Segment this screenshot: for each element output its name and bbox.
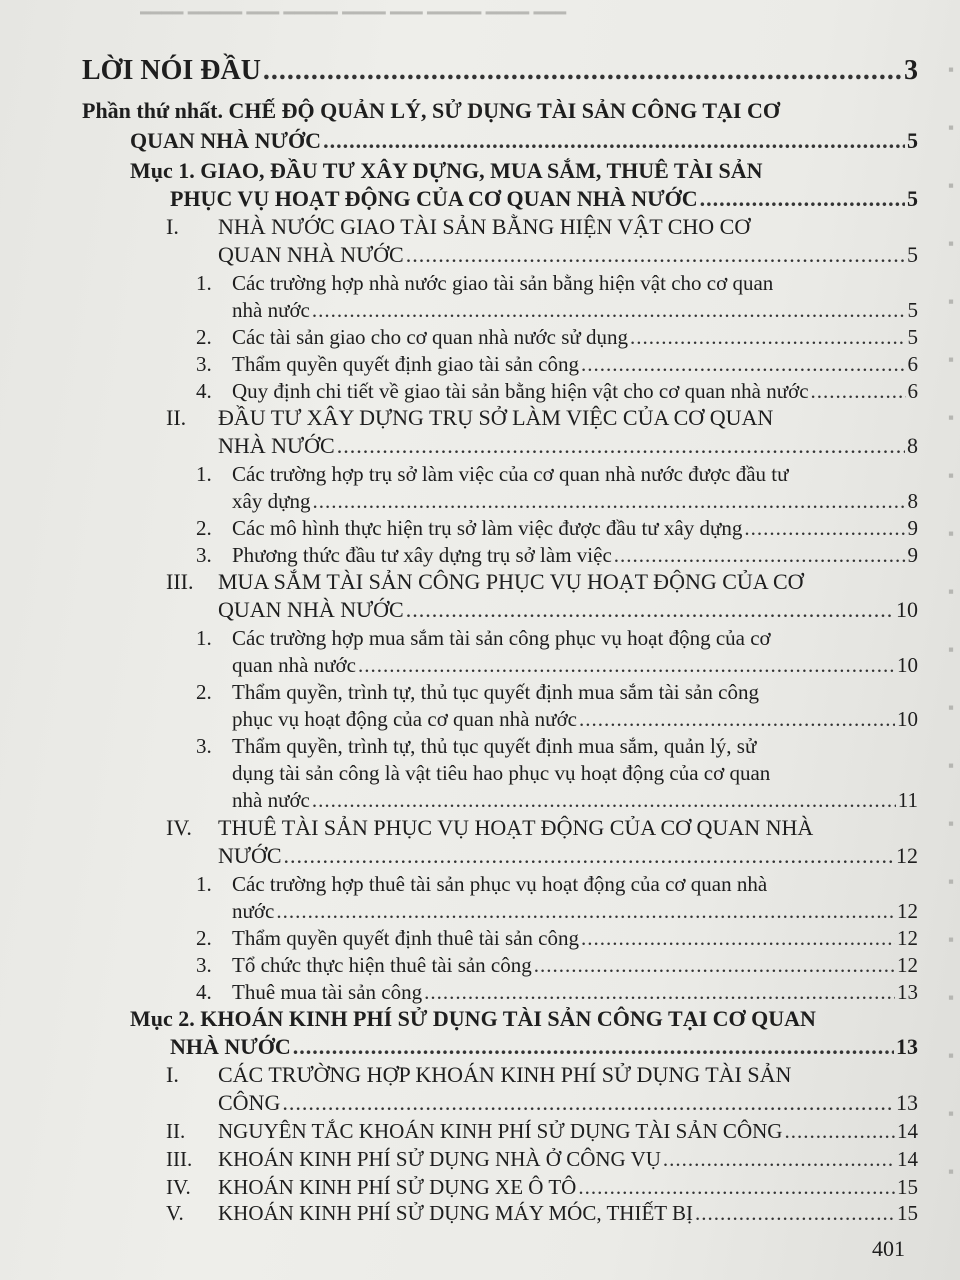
toc-entry-number: 1. [196,626,212,650]
dot-leader [312,787,896,813]
bleed-mark: ▪ [947,814,954,833]
toc-entry-title: CÔNG [218,1090,281,1115]
toc-entry-number: 2. [196,680,212,704]
toc-entry-title: phục vụ hoạt động của cơ quan nhà nước [232,707,577,731]
toc-entry[interactable] [232,270,773,296]
toc-entry[interactable] [218,1146,918,1172]
toc-entry-number: 3. [196,953,212,977]
toc-entry[interactable] [232,515,918,541]
toc-page-number: 6 [907,379,918,403]
toc-entry-title: NGUYÊN TẮC KHOÁN KINH PHÍ SỬ DỤNG TÀI SẢN CÔNG [218,1119,783,1143]
dot-leader [263,58,902,84]
toc-entry-number: 2. [196,516,212,540]
dot-leader [578,1174,895,1200]
toc-entry-number: 3. [196,734,212,758]
bleed-mark: ▪ [947,176,954,195]
dot-leader [695,1200,895,1226]
toc-page-number: 14 [897,1147,918,1171]
dot-leader [784,1118,895,1144]
dot-leader [579,706,895,732]
toc-entry-title: Phương thức đầu tư xây dựng trụ sở làm việc [232,543,612,567]
toc-entry-number: III. [166,1147,193,1171]
bleed-mark: ▪ [947,1046,954,1065]
toc-entry[interactable] [218,1062,791,1088]
toc-entry-number: 4. [196,379,212,403]
toc-entry-title: PHỤC VỤ HOẠT ĐỘNG CỦA CƠ QUAN NHÀ NƯỚC [170,186,698,211]
dot-leader [406,597,894,623]
toc-entry-number: II. [166,1119,186,1143]
bleed-mark: ▪ [947,1162,954,1181]
toc-entry-number: IV. [166,815,192,840]
bleed-mark: ▪ [947,408,954,427]
bleed-mark: ▪ [947,988,954,1007]
bleed-mark: ▪ [947,640,954,659]
dot-leader [276,898,895,924]
dot-leader [744,515,905,541]
toc-page-number: 10 [896,597,918,622]
toc-entry[interactable] [232,461,789,487]
toc-entry-title: quan nhà nước [232,653,356,677]
toc-page-number: 12 [897,899,918,923]
toc-entry[interactable] [232,898,918,924]
toc-page-number: 14 [897,1119,918,1143]
toc-page-number: 11 [897,788,918,812]
bleed-mark: ▪ [947,1104,954,1123]
dot-leader [630,324,905,350]
toc-entry[interactable] [232,679,759,705]
toc-entry-title: QUAN NHÀ NƯỚC [218,242,404,267]
toc-page-number: 5 [907,186,918,211]
toc-entry[interactable] [232,706,918,732]
toc-entry[interactable] [232,952,918,978]
toc-page-number: 6 [907,352,918,376]
toc-entry-number: 4. [196,980,212,1004]
toc-page-number: 13 [897,980,918,1004]
toc-page-number: 5 [907,128,918,153]
toc-entry[interactable] [218,1090,918,1116]
toc-entry[interactable] [232,351,918,377]
toc-entry-number: III. [166,569,194,594]
dot-leader [424,979,895,1005]
bleed-mark: ▪ [947,930,954,949]
dot-leader [323,128,905,154]
toc-entry-title: Quy định chi tiết về giao tài sản bằng hiện vật cho cơ quan nhà nước [232,379,809,403]
dot-leader [358,652,895,678]
dot-leader [406,242,905,268]
bleed-mark: ▪ [947,756,954,775]
toc-page-number: 12 [897,926,918,950]
toc-entry-title: dụng tài sản công là vật tiêu hao phục vụ hoạt động của cơ quan [232,761,771,785]
dot-leader [293,1034,894,1060]
toc-entry-title: Mục 2. KHOÁN KINH PHÍ SỬ DỤNG TÀI SẢN CÔNG TẠI CƠ QUAN [130,1006,816,1031]
toc-entry-number: I. [166,1062,179,1087]
bleed-mark: ▪ [947,466,954,485]
bleed-mark: ▪ [947,350,954,369]
toc-entry-title: Các tài sản giao cho cơ quan nhà nước sử dụng [232,325,629,349]
bleed-mark: ▪ [947,292,954,311]
toc-entry-title: Các trường hợp mua sắm tài sản công phục vụ hoạt động của cơ [232,626,771,650]
toc-entry-title: Các trường hợp nhà nước giao tài sản bằng hiện vật cho cơ quan [232,271,774,295]
toc-entry[interactable] [232,488,918,514]
toc-entry[interactable] [218,1174,918,1200]
bleed-mark: ▪ [947,234,954,253]
toc-entry-number: 3. [196,352,212,376]
toc-entry[interactable] [232,760,770,786]
toc-entry[interactable] [218,1118,918,1144]
dot-leader [534,952,895,978]
toc-entry[interactable] [170,1034,918,1060]
bleed-through-text: ━━━━ ━━━━━ ━━━ ━━━━━ ━━━━ ━━━ ━━━━━ ━━━━ ━━━ [140,4,567,23]
toc-entry-number: IV. [166,1175,191,1199]
toc-entry-title: NHÀ NƯỚC GIAO TÀI SẢN BẰNG HIỆN VẬT CHO CƠ [218,214,751,239]
toc-page-number: 8 [907,433,918,458]
toc-entry[interactable] [218,214,750,240]
toc-entry-title: KHOÁN KINH PHÍ SỬ DỤNG XE Ô TÔ [218,1175,577,1199]
toc-entry-title: QUAN NHÀ NƯỚC [218,597,404,622]
toc-page-number: 9 [907,516,918,540]
toc-entry[interactable] [82,55,918,86]
toc-entry-title: nước [232,899,275,923]
toc-entry-number: 2. [196,325,212,349]
toc-page-number: 5 [907,242,918,267]
dot-leader [282,1090,894,1116]
toc-entry[interactable] [218,433,918,459]
toc-entry[interactable] [232,787,918,813]
toc-entry[interactable] [130,158,763,184]
dot-leader [811,378,906,404]
toc-entry[interactable] [232,871,767,897]
toc-entry-title: CÁC TRƯỜNG HỢP KHOÁN KINH PHÍ SỬ DỤNG TÀI SẢN [218,1062,792,1087]
toc-entry-title: Thẩm quyền quyết định giao tài sản công [232,352,580,376]
toc-page-number: 5 [907,325,918,349]
toc-entry[interactable] [218,405,773,431]
toc-entry-title: KHOÁN KINH PHÍ SỬ DỤNG MÁY MÓC, THIẾT BỊ [218,1201,693,1225]
toc-entry[interactable] [218,242,918,268]
toc-entry[interactable] [232,979,918,1005]
toc-page-number: 5 [907,298,918,322]
toc-entry-title: Các trường hợp thuê tài sản phục vụ hoạt động của cơ quan nhà [232,872,768,896]
toc-page-number: 9 [907,543,918,567]
toc-entry[interactable] [218,843,918,869]
bleed-mark: ▪ [947,118,954,137]
page-number: 401 [872,1236,905,1261]
toc-entry[interactable] [232,625,771,651]
toc-entry-number: 1. [196,872,212,896]
toc-entry-title: Thẩm quyền, trình tự, thủ tục quyết định mua sắm tài sản công [232,680,759,704]
dot-leader [581,351,905,377]
toc-entry[interactable] [218,569,804,595]
bleed-mark: ▪ [947,698,954,717]
toc-entry-title: NHÀ NƯỚC [170,1034,291,1059]
toc-page-number: 12 [897,953,918,977]
toc-page-number: 8 [907,489,918,513]
toc-entry-title: Thẩm quyền quyết định thuê tài sản công [232,926,580,950]
toc-entry[interactable] [130,128,918,154]
dot-leader [337,433,905,459]
bleed-mark: ▪ [947,524,954,543]
dot-leader [284,843,894,869]
toc-entry[interactable] [218,597,918,623]
toc-entry-title: MUA SẮM TÀI SẢN CÔNG PHỤC VỤ HOẠT ĐỘNG CỦA CƠ [218,569,804,594]
toc-entry[interactable] [232,378,918,404]
bleed-mark: ▪ [947,582,954,601]
dot-leader [581,925,895,951]
toc-entry-number: 1. [196,462,212,486]
toc-entry-title: Các mô hình thực hiện trụ sở làm việc được đầu tư xây dựng [232,516,743,540]
toc-entry-title: nhà nước [232,788,310,812]
toc-entry-title: NHÀ NƯỚC [218,433,335,458]
toc-entry-title: Thuê mua tài sản công [232,980,423,1004]
bleed-mark: ▪ [947,60,954,79]
toc-entry[interactable] [170,186,918,212]
toc-entry-number: V. [166,1201,184,1225]
toc-page-number: 12 [896,843,918,868]
toc-entry-title: LỜI NÓI ĐẦU [82,55,261,86]
toc-entry[interactable] [218,815,813,841]
toc-entry-number: 2. [196,926,212,950]
dot-leader [700,186,905,212]
dot-leader [614,542,906,568]
toc-entry-title: THUÊ TÀI SẢN PHỤC VỤ HOẠT ĐỘNG CỦA CƠ QUAN NHÀ [218,815,814,840]
toc-page-number: 3 [904,55,918,86]
bleed-mark: ▪ [947,872,954,891]
toc-entry-title: ĐẦU TƯ XÂY DỰNG TRỤ SỞ LÀM VIỆC CỦA CƠ QUAN [218,405,774,430]
toc-entry-title: Tổ chức thực hiện thuê tài sản công [232,953,532,977]
toc-entry-title: Thẩm quyền, trình tự, thủ tục quyết định mua sắm, quản lý, sử [232,734,757,758]
toc-page-number: 13 [896,1034,918,1059]
toc-entry[interactable] [232,324,918,350]
toc-entry-title: Mục 1. GIAO, ĐẦU TƯ XÂY DỰNG, MUA SẮM, THUÊ TÀI SẢN [130,158,763,183]
toc-entry[interactable] [232,925,918,951]
toc-entry[interactable] [82,98,780,124]
toc-entry-title: KHOÁN KINH PHÍ SỬ DỤNG NHÀ Ở CÔNG VỤ [218,1147,661,1171]
dot-leader [312,488,905,514]
toc-page-number: 13 [896,1090,918,1115]
toc-entry[interactable] [232,297,918,323]
toc-entry-number: 3. [196,543,212,567]
toc-entry[interactable] [232,733,756,759]
toc-page-number: 15 [897,1175,918,1199]
toc-entry[interactable] [232,542,918,568]
toc-entry-title: Các trường hợp trụ sở làm việc của cơ quan nhà nước được đầu tư [232,462,789,486]
toc-page-number: 10 [897,653,918,677]
toc-entry-title: Phần thứ nhất. CHẾ ĐỘ QUẢN LÝ, SỬ DỤNG TÀI SẢN CÔNG TẠI CƠ [82,98,780,123]
toc-page-number: 10 [897,707,918,731]
toc-entry[interactable] [232,652,918,678]
toc-entry[interactable] [130,1006,816,1032]
dot-leader [312,297,906,323]
toc-entry-title: NƯỚC [218,843,282,868]
toc-entry-number: 1. [196,271,212,295]
dot-leader [663,1146,895,1172]
toc-page-number: 15 [897,1201,918,1225]
toc-entry-number: I. [166,214,179,239]
toc-entry-number: II. [166,405,187,430]
toc-entry-title: nhà nước [232,298,310,322]
toc-entry[interactable] [218,1200,918,1226]
toc-entry-title: QUAN NHÀ NƯỚC [130,128,322,153]
toc-entry-title: xây dựng [232,489,311,513]
